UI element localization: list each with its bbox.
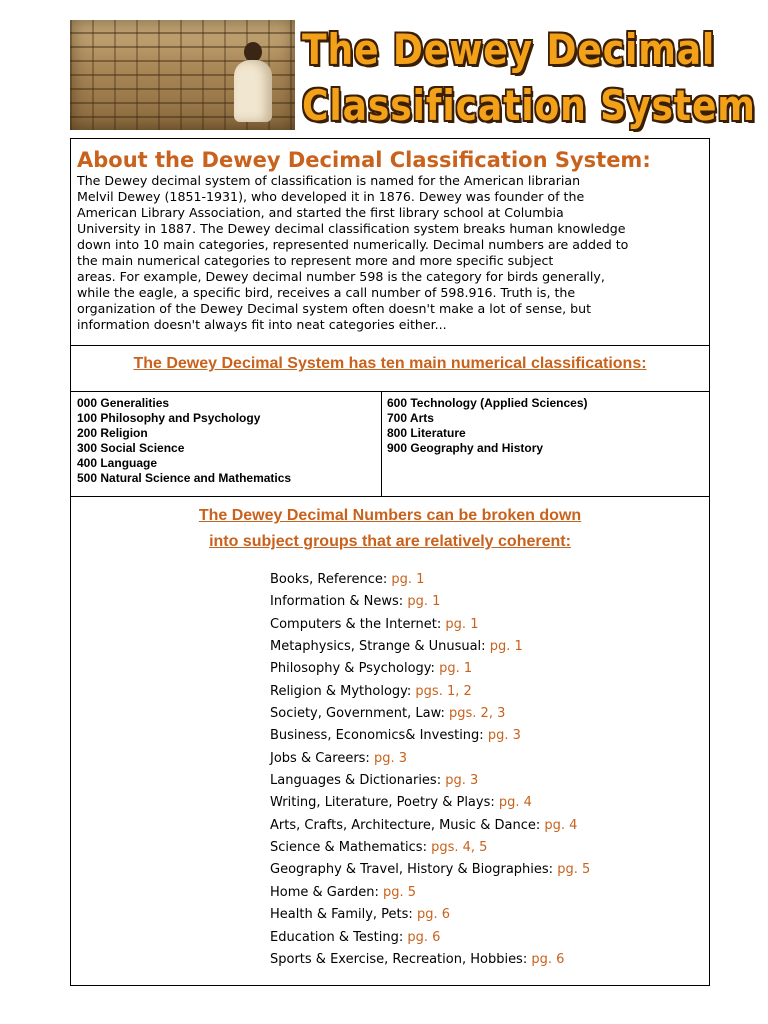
subject-group-item [270,725,590,747]
ten-classes-heading-text: The Dewey Decimal System has ten main numerical classifications [133,355,642,372]
subject-group-page-ref[interactable]: pg. 1 [391,572,425,587]
subject-group-item [270,837,590,859]
class-item: 500 Natural Science and Mathematics [77,471,292,485]
class-item: 100 Philosophy and Psychology [77,411,261,425]
subject-group-item [270,792,590,814]
class-item: 000 Generalities [77,396,170,410]
subject-groups-heading-line: The Dewey Decimal Numbers can be broken down [198,507,582,524]
subject-groups-list [270,569,590,971]
subject-group-page-ref[interactable]: pg. 3 [373,750,407,766]
about-line: Melvil Dewey (1851-1931), who developed it in 1876. Dewey was founder of the [77,189,585,204]
subject-group-item [270,859,590,881]
subject-group-label: Religion & Mythology: [270,683,412,699]
title-line-2: Classification System [302,81,756,130]
subject-group-label: Sports & Exercise, Recreation, Hobbies: [270,951,528,967]
subject-group-item [270,949,590,971]
subject-group-page-ref[interactable]: pgs. 2, 3 [449,706,506,722]
subject-groups-heading-line: into subject groups that are relatively coherent: [209,533,571,550]
subject-group-page-ref[interactable]: pgs. 1, 2 [415,683,472,699]
about-line: the main numerical categories to represent more and more specific subject [77,253,554,268]
ten-classes-table [71,392,709,497]
subject-group-page-ref[interactable]: pg. 1 [439,661,473,677]
subject-group-label: Computers & the Internet: [270,616,442,632]
subject-group-label: Philosophy & Psychology: [270,661,435,677]
subject-group-item [270,703,590,725]
subject-group-label: Languages & Dictionaries: [270,773,442,789]
subject-group-page-ref[interactable]: pgs. 4, 5 [431,840,488,856]
classes-column-left [77,396,291,486]
subject-group-page-ref[interactable]: pg. 4 [544,817,578,833]
class-item: 600 Technology (Applied Sciences) [387,396,588,410]
subject-groups-heading [71,503,709,555]
ten-classes-heading [133,355,646,373]
subject-group-item [270,681,590,703]
subject-group-item [270,770,590,792]
subject-group-item [270,882,590,904]
about-line: The Dewey decimal system of classification is named for the American librarian [77,173,581,188]
subject-group-label: Business, Economics& Investing: [270,728,484,744]
subject-group-label: Education & Testing: [270,929,404,945]
subject-group-label: Books, Reference: [270,572,388,587]
subject-group-page-ref[interactable]: pg. 6 [416,907,450,923]
classes-divider [381,392,382,496]
about-line: organization of the Dewey Decimal system often doesn't make a lot of sense, but [77,301,592,316]
subject-group-item [270,904,590,926]
about-heading: About the Dewey Decimal Classification System: [77,148,651,172]
subject-group-item [270,569,590,591]
class-item: 300 Social Science [77,441,185,455]
subject-group-page-ref[interactable]: pg. 3 [445,773,479,789]
librarian-head [244,42,262,62]
subject-group-page-ref[interactable]: pg. 1 [407,594,441,610]
class-item: 700 Arts [387,411,434,425]
about-paragraph [77,173,703,333]
subject-group-item [270,591,590,613]
about-line: University in 1887. The Dewey decimal classification system breaks human knowledge [77,221,626,236]
class-item: 400 Language [77,456,158,470]
subject-group-label: Home & Garden: [270,884,379,900]
subject-group-page-ref[interactable]: pg. 3 [487,728,521,744]
subject-group-page-ref[interactable]: pg. 1 [489,639,523,655]
subject-group-page-ref[interactable]: pg. 6 [407,929,441,945]
about-section [71,139,709,346]
subject-group-item [270,748,590,770]
class-item: 200 Religion [77,426,148,440]
subject-group-label: Writing, Literature, Poetry & Plays: [270,795,495,811]
about-line: while the eagle, a specific bird, receives a call number of 598.916. Truth is, the [77,285,576,300]
subject-group-item [270,636,590,658]
ten-classes-heading-row [71,346,709,392]
subject-group-page-ref[interactable]: pg. 4 [498,795,532,811]
subject-group-page-ref[interactable]: pg. 5 [557,862,591,878]
about-line: American Library Association, and started the first library school at Columbia [77,205,564,220]
subject-group-item [270,815,590,837]
librarian-figure [230,42,276,122]
about-line: areas. For example, Dewey decimal number 598 is the category for birds generally, [77,269,605,284]
ten-classes-heading-colon: : [641,355,647,372]
subject-group-label: Jobs & Careers: [270,750,370,766]
subject-group-item [270,927,590,949]
title-line-1: The Dewey Decimal [302,25,716,74]
class-item: 900 Geography and History [387,441,544,455]
subject-group-label: Information & News: [270,594,404,610]
about-line: down into 10 main categories, represented numerically. Decimal numbers are added to [77,237,629,252]
class-item: 800 Literature [387,426,466,440]
content-box [70,138,710,986]
subject-groups-section [71,497,709,985]
subject-group-label: Metaphysics, Strange & Unusual: [270,639,486,655]
header-photo-card-catalog [70,20,295,130]
page-title [302,22,756,134]
subject-group-label: Science & Mathematics: [270,840,427,856]
subject-group-label: Society, Government, Law: [270,706,445,722]
subject-group-page-ref[interactable]: pg. 1 [445,616,479,632]
subject-group-page-ref[interactable]: pg. 5 [382,884,417,900]
subject-group-item [270,614,590,636]
subject-group-label: Health & Family, Pets: [270,907,413,923]
librarian-body [234,60,272,122]
subject-group-item [270,658,590,680]
subject-group-label: Arts, Crafts, Architecture, Music & Dance: [270,817,541,833]
subject-group-label: Geography & Travel, History & Biographies: [270,862,554,878]
about-line: information doesn't always fit into neat categories either... [77,317,447,332]
subject-group-page-ref[interactable]: pg. 6 [531,951,565,967]
classes-column-right [387,396,588,456]
